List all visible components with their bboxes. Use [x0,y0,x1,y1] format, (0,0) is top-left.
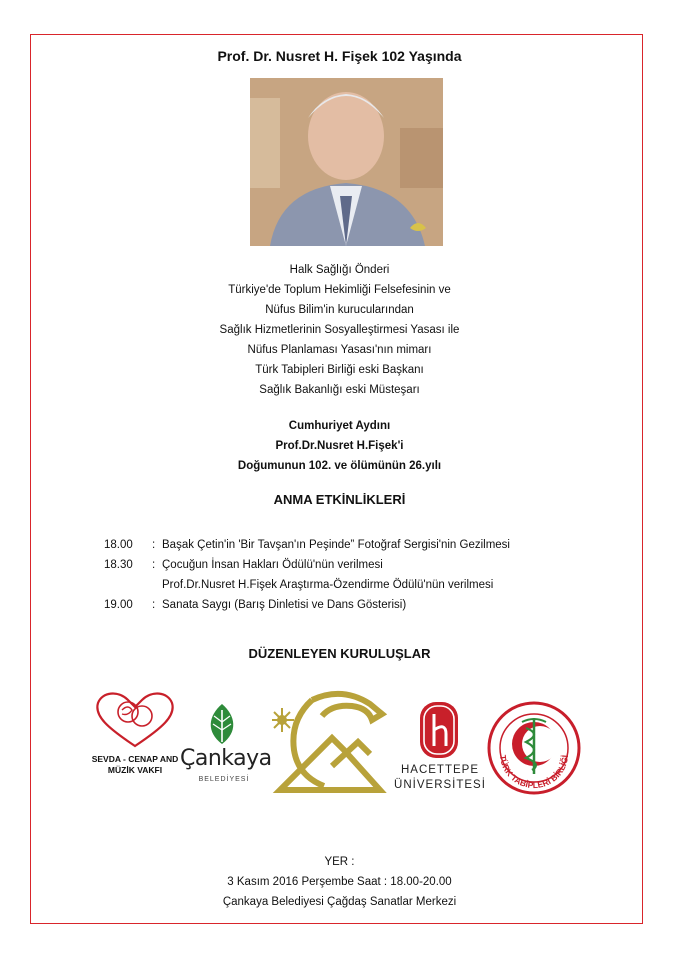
bio-line: Türk Tabipleri Birliği eski Başkanı [255,364,424,376]
bio-line: Nüfus Bilim'in kurucularından [265,304,414,316]
event-time: 18.30 [104,559,133,571]
page-title: Prof. Dr. Nusret H. Fişek 102 Yaşında [217,48,462,64]
bio-line: Nüfus Planlaması Yasası'nın mimarı [247,344,432,356]
event-row [104,599,406,611]
fisek-emblem-logo [272,690,388,794]
venue-place: Çankaya Belediyesi Çağdaş Sanatlar Merkezi [222,896,457,908]
heart-logo-icon [88,688,182,750]
sevda-cenap-line2: MÜZİK VAKFI [107,765,163,775]
bio-line: Sağlık Hizmetlerinin Sosyalleştirmesi Yasası ile [219,324,460,336]
event-row [104,559,383,571]
bio-line: Sağlık Bakanlığı eski Müsteşarı [259,384,420,396]
leaf-icon [180,702,268,746]
event-separator: : [152,559,156,571]
events-heading: ANMA ETKİNLİKLERİ [273,492,406,507]
tribute-line: Doğumunun 102. ve ölümünün 26.yılı [237,460,442,472]
hacettepe-logo [394,700,486,794]
hacettepe-line1: HACETTEPE [400,764,479,776]
venue-date: 3 Kasım 2016 Perşembe Saat : 18.00-20.00 [227,876,452,888]
event-separator: : [152,599,156,611]
tribute-line: Prof.Dr.Nusret H.Fişek'i [275,440,404,452]
ttb-logo [486,700,582,796]
event-text: Sanata Saygı (Barış Dinletisi ve Dans Gösterisi) [162,599,407,611]
organizers-heading: DÜZENLEYEN KURULUŞLAR [248,646,431,661]
event-text: Çocuğun İnsan Hakları Ödülü'nün verilmesi [162,559,383,571]
bio-line: Türkiye'de Toplum Hekimliği Felsefesinin ve [228,284,451,296]
event-row [104,579,493,591]
venue-label: YER : [324,856,355,868]
event-separator: : [152,539,156,551]
hacettepe-line2: ÜNİVERSİTESİ [394,779,486,791]
event-text: Prof.Dr.Nusret H.Fişek Araştırma-Özendirme Ödülü'nün verilmesi [162,579,494,591]
sevda-cenap-line1: SEVDA - CENAP AND [91,754,179,764]
cankaya-sub: BELEDİYESİ [198,776,250,783]
cankaya-logo [180,702,272,792]
event-text: Başak Çetin'in 'Bir Tavşan'ın Peşinde” Fotoğraf Sergisi'nin Gezilmesi [162,539,510,551]
tribute-line: Cumhuriyet Aydını [288,420,391,432]
fisek-emblem-icon [272,690,388,794]
ttb-seal-icon [486,700,582,796]
sevda-cenap-logo [88,688,182,778]
event-time: 18.00 [104,539,133,551]
portrait-photo [250,78,443,246]
ttb-ring-text: TÜRK TABİPLERİ BİRLİĞİ [497,754,570,791]
cankaya-name: Çankaya [180,746,272,771]
event-row [104,539,510,551]
bio-line: Halk Sağlığı Önderi [289,264,390,276]
hacettepe-emblem-icon [394,700,486,760]
event-time: 19.00 [104,599,133,611]
